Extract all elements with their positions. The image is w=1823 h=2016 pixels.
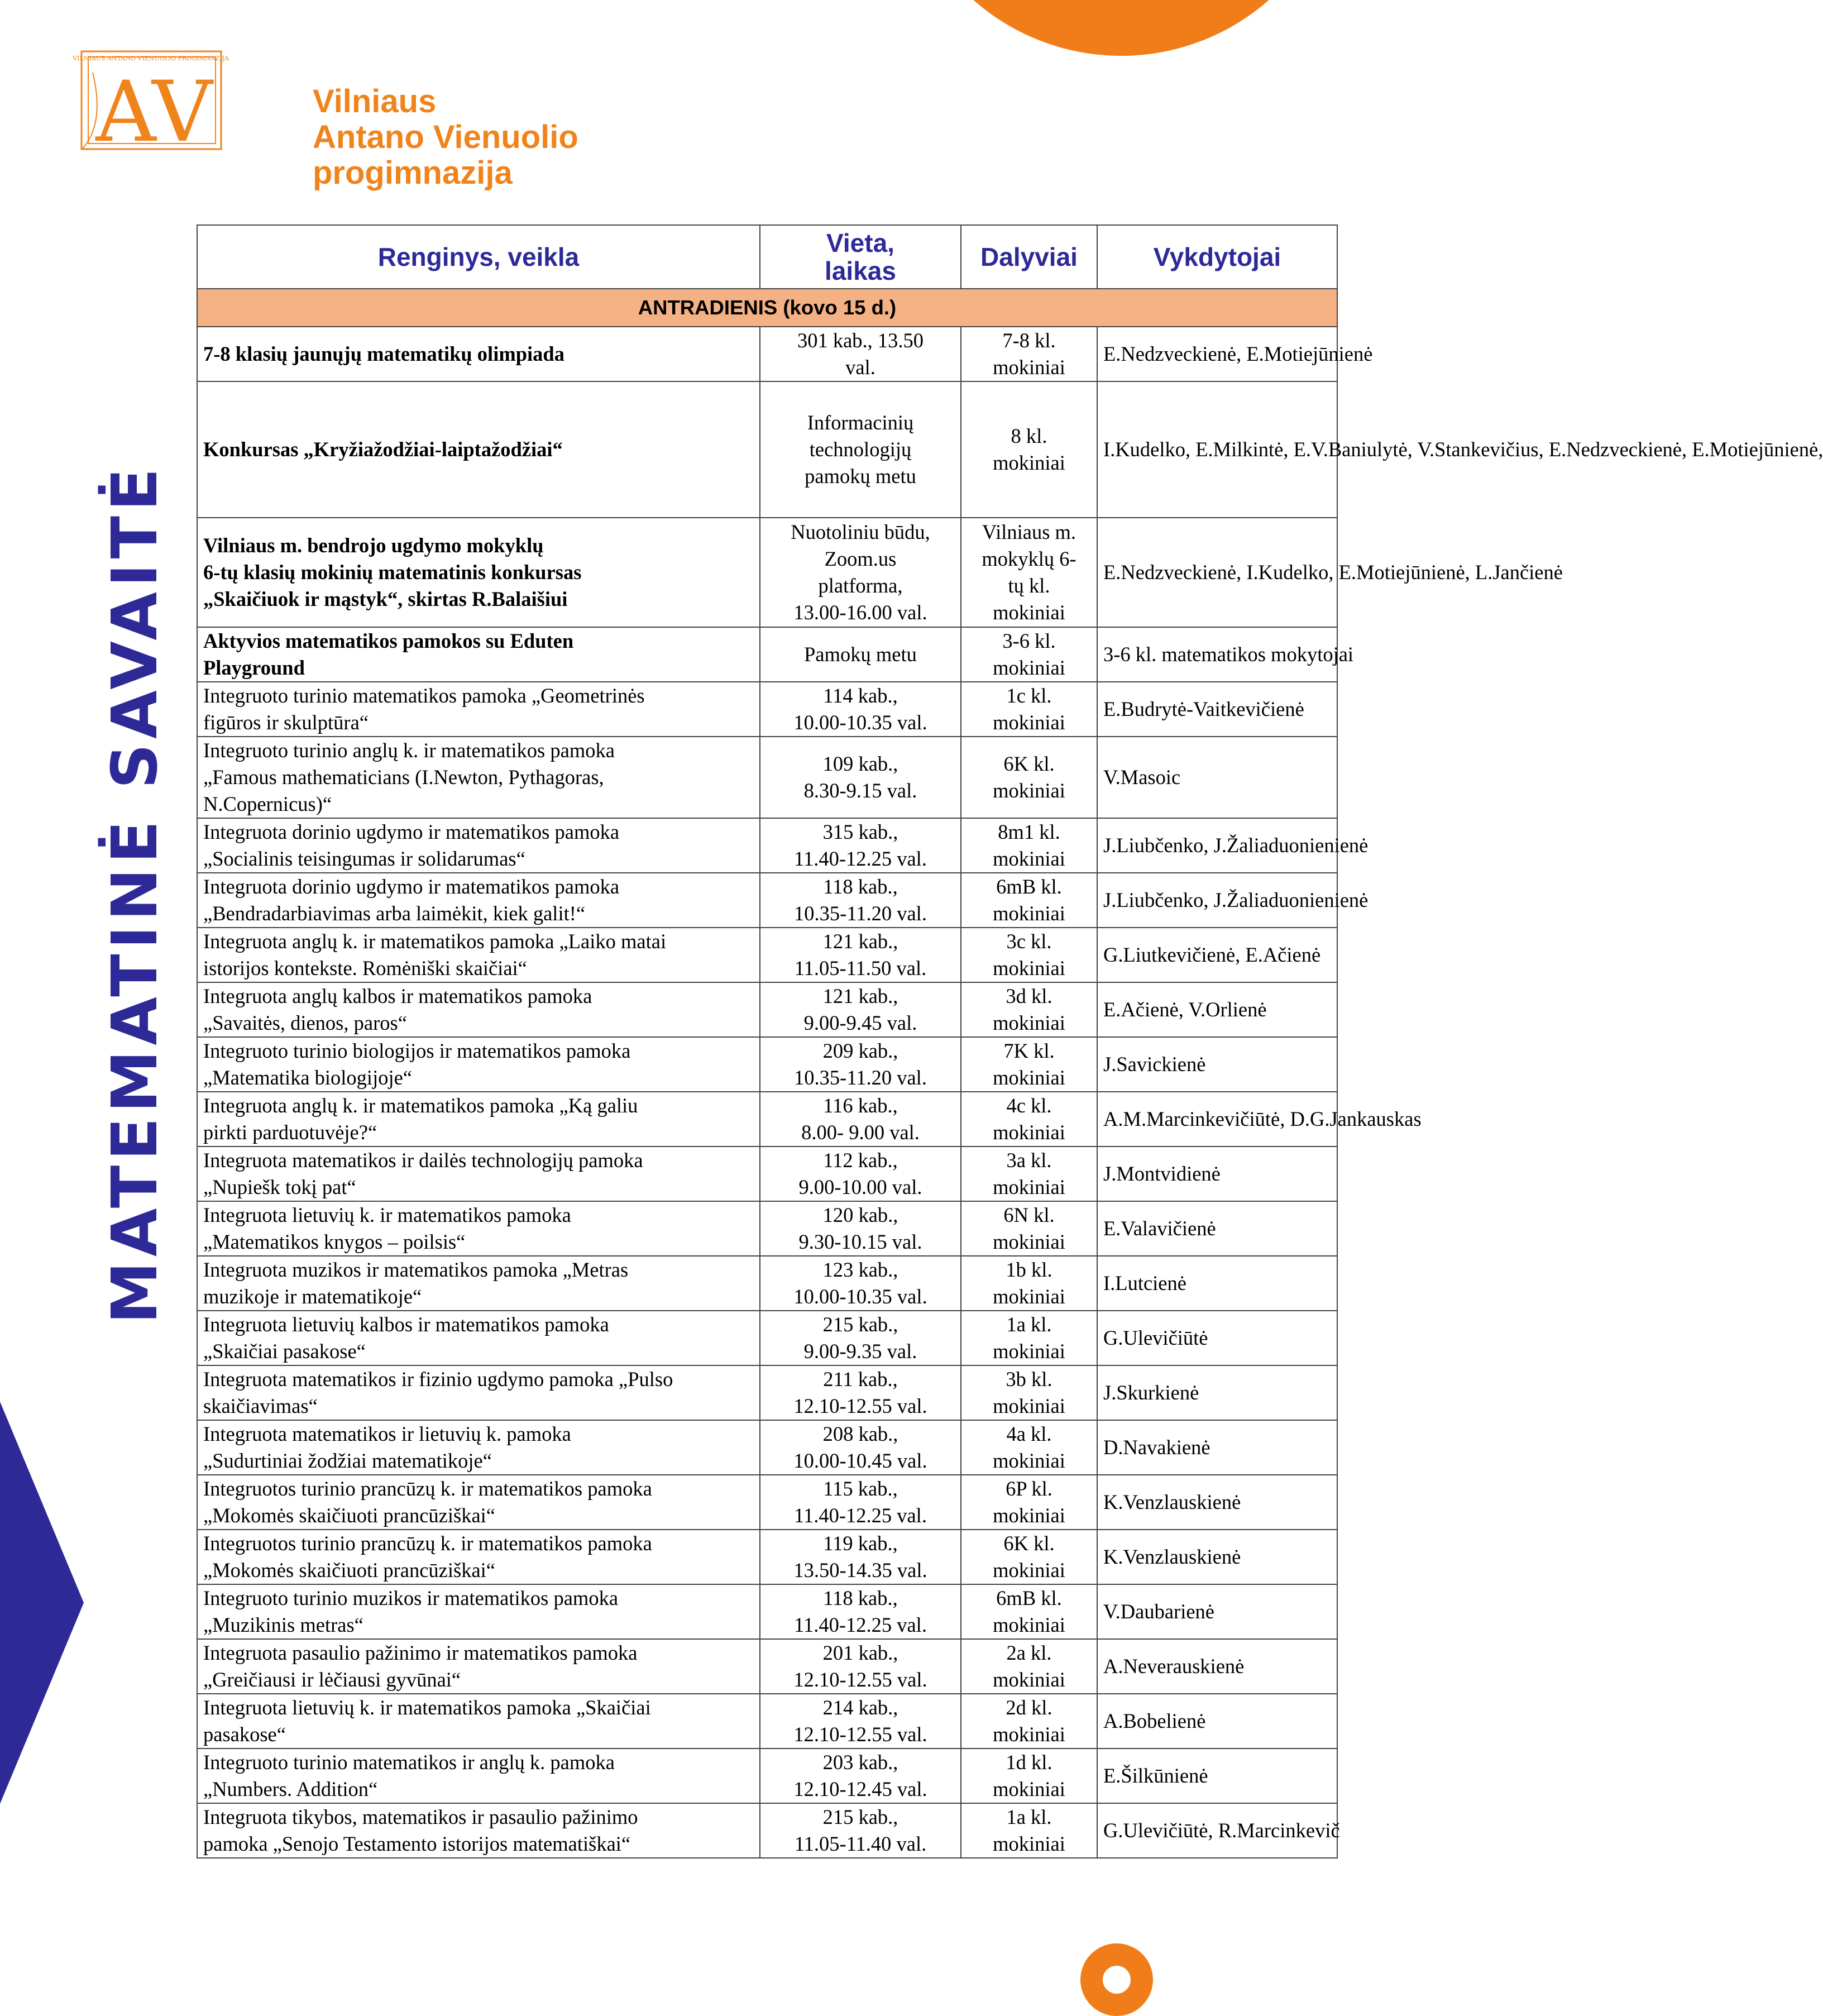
organizers-cell: V.Masoic	[1097, 737, 1337, 818]
place-cell: 315 kab., 11.40-12.25 val.	[760, 818, 961, 873]
event-cell: Integruota muzikos ir matematikos pamoka „Metras muzikoje ir matematikoje“	[197, 1256, 760, 1311]
place-cell: 118 kab., 10.35-11.20 val.	[760, 873, 961, 928]
event-cell: Integruoto turinio muzikos ir matematikos pamoka „Muzikinis metras“	[197, 1584, 760, 1639]
organizers-cell: E.Šilkūnienė	[1097, 1749, 1337, 1803]
participants-cell: 4c kl. mokiniai	[961, 1092, 1097, 1146]
participants-cell: 7-8 kl. mokiniai	[961, 327, 1097, 381]
day-label: ANTRADIENIS (kovo 15 d.)	[197, 289, 1337, 327]
participants-cell: 7K kl. mokiniai	[961, 1037, 1097, 1092]
event-cell: Integruota dorinio ugdymo ir matematikos pamoka „Bendradarbiavimas arba laimėkit, kiek galit!“	[197, 873, 760, 928]
table-row	[197, 737, 1337, 818]
organizers-cell: E.Budrytė-Vaitkevičienė	[1097, 682, 1337, 737]
event-cell: Integruota matematikos ir lietuvių k. pamoka „Sudurtiniai žodžiai matematikoje“	[197, 1420, 760, 1475]
participants-cell: 2a kl. mokiniai	[961, 1639, 1097, 1694]
table-header-row	[197, 225, 1337, 289]
organizers-cell: I.Kudelko, E.Milkintė, E.V.Baniulytė, V.Stankevičius, E.Nedzveckienė, E.Motiejūnienė,	[1097, 381, 1337, 518]
place-cell: 120 kab., 9.30-10.15 val.	[760, 1201, 961, 1256]
place-cell: 119 kab., 13.50-14.35 val.	[760, 1530, 961, 1584]
table-row	[197, 1037, 1337, 1092]
place-cell: 215 kab., 9.00-9.35 val.	[760, 1311, 961, 1365]
school-logo	[71, 39, 578, 191]
participants-cell: 3c kl. mokiniai	[961, 928, 1097, 982]
organizers-cell: J.Liubčenko, J.Žaliaduonienienė	[1097, 818, 1337, 873]
logo-line-3: progimnazija	[313, 155, 513, 191]
decorative-orange-ring-bottom	[1080, 1943, 1153, 2016]
place-cell: Informacinių technologijų pamokų metu	[760, 381, 961, 518]
organizers-cell: A.Neverauskienė	[1097, 1639, 1337, 1694]
place-cell: 118 kab., 11.40-12.25 val.	[760, 1584, 961, 1639]
organizers-cell: G.Ulevičiūtė, R.Marcinkevič	[1097, 1803, 1337, 1858]
place-cell: Pamokų metu	[760, 627, 961, 682]
table-row	[197, 518, 1337, 627]
table-row	[197, 627, 1337, 682]
table-row	[197, 1256, 1337, 1311]
place-cell: Nuotoliniu būdu, Zoom.us platforma, 13.00-16.00 val.	[760, 518, 961, 627]
organizers-cell: V.Daubarienė	[1097, 1584, 1337, 1639]
participants-cell: 6N kl. mokiniai	[961, 1201, 1097, 1256]
table-row	[197, 327, 1337, 381]
event-cell: Integruoto turinio matematikos pamoka „Geometrinės figūros ir skulptūra“	[197, 682, 760, 737]
organizers-cell: K.Venzlauskienė	[1097, 1530, 1337, 1584]
event-cell: Vilniaus m. bendrojo ugdymo mokyklų 6-tų klasių mokinių matematinis konkursas „Skaičiuok ir mąstyk“, skirtas R.Balaišiui	[197, 518, 760, 627]
place-cell: 203 kab., 12.10-12.45 val.	[760, 1749, 961, 1803]
table-row	[197, 928, 1337, 982]
table-row	[197, 1694, 1337, 1749]
participants-cell: 6mB kl. mokiniai	[961, 873, 1097, 928]
logo-line-2: Antano Vienuolio	[313, 119, 578, 155]
place-cell: 215 kab., 11.05-11.40 val.	[760, 1803, 961, 1858]
participants-cell: 1a kl. mokiniai	[961, 1311, 1097, 1365]
event-cell: Integruotos turinio prancūzų k. ir matematikos pamoka „Mokomės skaičiuoti prancūziškai“	[197, 1475, 760, 1530]
table-row	[197, 1365, 1337, 1420]
event-cell: Integruotos turinio prancūzų k. ir matematikos pamoka „Mokomės skaičiuoti prancūziškai“	[197, 1530, 760, 1584]
organizers-cell: J.Montvidienė	[1097, 1146, 1337, 1201]
table-row	[197, 682, 1337, 737]
event-cell: Konkursas „Kryžiažodžiai-laiptažodžiai“	[197, 381, 760, 518]
event-cell: Integruota lietuvių k. ir matematikos pamoka „Matematikos knygos – poilsis“	[197, 1201, 760, 1256]
table-row	[197, 1311, 1337, 1365]
table-row	[197, 818, 1337, 873]
organizers-cell: K.Venzlauskienė	[1097, 1475, 1337, 1530]
participants-cell: 4a kl. mokiniai	[961, 1420, 1097, 1475]
organizers-cell: D.Navakienė	[1097, 1420, 1337, 1475]
table-row	[197, 1639, 1337, 1694]
participants-cell: 1d kl. mokiniai	[961, 1749, 1097, 1803]
participants-cell: 1a kl. mokiniai	[961, 1803, 1097, 1858]
event-cell: Integruoto turinio anglų k. ir matematikos pamoka „Famous mathematicians (I.Newton, Pythagoras, N.Copernicus)“	[197, 737, 760, 818]
participants-cell: 6P kl. mokiniai	[961, 1475, 1097, 1530]
participants-cell: 6K kl. mokiniai	[961, 737, 1097, 818]
place-cell: 209 kab., 10.35-11.20 val.	[760, 1037, 961, 1092]
organizers-cell: E.Nedzveckienė, I.Kudelko, E.Motiejūnienė, L.Jančienė	[1097, 518, 1337, 627]
place-cell: 114 kab., 10.00-10.35 val.	[760, 682, 961, 737]
participants-cell: 2d kl. mokiniai	[961, 1694, 1097, 1749]
participants-cell: 3-6 kl. mokiniai	[961, 627, 1097, 682]
organizers-cell: E.Valavičienė	[1097, 1201, 1337, 1256]
event-cell: Integruota dorinio ugdymo ir matematikos pamoka „Socialinis teisingumas ir solidarumas“	[197, 818, 760, 873]
header-place: Vieta, laikas	[760, 225, 961, 289]
place-cell: 208 kab., 10.00-10.45 val.	[760, 1420, 961, 1475]
day-row	[197, 289, 1337, 327]
table-row	[197, 381, 1337, 518]
place-cell: 121 kab., 11.05-11.50 val.	[760, 928, 961, 982]
table-row	[197, 1092, 1337, 1146]
logo-line-1: Vilniaus	[313, 83, 437, 120]
logo-wordmark	[313, 84, 578, 191]
logo-emblem	[71, 39, 306, 168]
table-row	[197, 1584, 1337, 1639]
organizers-cell: A.M.Marcinkevičiūtė, D.G.Jankauskas	[1097, 1092, 1337, 1146]
event-cell: Integruota anglų k. ir matematikos pamoka „Ką galiu pirkti parduotuvėje?“	[197, 1092, 760, 1146]
event-cell: Integruoto turinio biologijos ir matematikos pamoka „Matematika biologijoje“	[197, 1037, 760, 1092]
participants-cell: 1b kl. mokiniai	[961, 1256, 1097, 1311]
organizers-cell: E.Ačienė, V.Orlienė	[1097, 982, 1337, 1037]
table-row	[197, 1530, 1337, 1584]
event-cell: Integruota pasaulio pažinimo ir matematikos pamoka „Greičiausi ir lėčiausi gyvūnai“	[197, 1639, 760, 1694]
table-row	[197, 873, 1337, 928]
table-row	[197, 1803, 1337, 1858]
place-cell: 116 kab., 8.00- 9.00 val.	[760, 1092, 961, 1146]
place-cell: 211 kab., 12.10-12.55 val.	[760, 1365, 961, 1420]
place-cell: 112 kab., 9.00-10.00 val.	[760, 1146, 961, 1201]
schedule-table	[197, 224, 1823, 1859]
event-cell: Integruota anglų k. ir matematikos pamoka „Laiko matai istorijos kontekste. Romėniški skaičiai“	[197, 928, 760, 982]
place-cell: 121 kab., 9.00-9.45 val.	[760, 982, 961, 1037]
event-cell: Integruoto turinio matematikos ir anglų k. pamoka „Numbers. Addition“	[197, 1749, 760, 1803]
table-row	[197, 1749, 1337, 1803]
logo-small-text: VILNIAUS ANTANO VIENUOLIO PROGIMNAZIJA	[73, 55, 229, 62]
organizers-cell: E.Nedzveckienė, E.Motiejūnienė	[1097, 327, 1337, 381]
place-cell: 214 kab., 12.10-12.55 val.	[760, 1694, 961, 1749]
decorative-orange-ring	[898, 0, 1344, 56]
event-cell: Aktyvios matematikos pamokos su Eduten Playground	[197, 627, 760, 682]
participants-cell: Vilniaus m. mokyklų 6- tų kl. mokiniai	[961, 518, 1097, 627]
header-organizers: Vykdytojai	[1097, 225, 1337, 289]
header-event: Renginys, veikla	[197, 225, 760, 289]
place-cell: 201 kab., 12.10-12.55 val.	[760, 1639, 961, 1694]
organizers-cell: 3-6 kl. matematikos mokytojai	[1097, 627, 1337, 682]
table-row	[197, 1475, 1337, 1530]
organizers-cell: J.Savickienė	[1097, 1037, 1337, 1092]
event-cell: Integruota anglų kalbos ir matematikos pamoka „Savaitės, dienos, paros“	[197, 982, 760, 1037]
participants-cell: 1c kl. mokiniai	[961, 682, 1097, 737]
participants-cell: 8m1 kl. mokiniai	[961, 818, 1097, 873]
event-cell: 7-8 klasių jaunųjų matematikų olimpiada	[197, 327, 760, 381]
participants-cell: 8 kl. mokiniai	[961, 381, 1097, 518]
organizers-cell: A.Bobelienė	[1097, 1694, 1337, 1749]
participants-cell: 3a kl. mokiniai	[961, 1146, 1097, 1201]
event-cell: Integruota matematikos ir fizinio ugdymo pamoka „Pulso skaičiavimas“	[197, 1365, 760, 1420]
participants-cell: 3b kl. mokiniai	[961, 1365, 1097, 1420]
decorative-chevron	[0, 1402, 101, 1804]
table-row	[197, 1420, 1337, 1475]
participants-cell: 6K kl. mokiniai	[961, 1530, 1097, 1584]
place-cell: 301 kab., 13.50 val.	[760, 327, 961, 381]
organizers-cell: I.Lutcienė	[1097, 1256, 1337, 1311]
header-participants: Dalyviai	[961, 225, 1097, 289]
table-row	[197, 1201, 1337, 1256]
organizers-cell: G.Ulevičiūtė	[1097, 1311, 1337, 1365]
participants-cell: 6mB kl. mokiniai	[961, 1584, 1097, 1639]
event-cell: Integruota lietuvių kalbos ir matematikos pamoka „Skaičiai pasakose“	[197, 1311, 760, 1365]
event-cell: Integruota matematikos ir dailės technologijų pamoka „Nupiešk tokį pat“	[197, 1146, 760, 1201]
participants-cell: 3d kl. mokiniai	[961, 982, 1097, 1037]
side-title: MATEMATINĖ SAVAITĖ	[99, 463, 171, 1324]
organizers-cell: G.Liutkevičienė, E.Ačienė	[1097, 928, 1337, 982]
place-cell: 109 kab., 8.30-9.15 val.	[760, 737, 961, 818]
organizers-cell: J.Skurkienė	[1097, 1365, 1337, 1420]
event-cell: Integruota lietuvių k. ir matematikos pamoka „Skaičiai pasakose“	[197, 1694, 760, 1749]
event-cell: Integruota tikybos, matematikos ir pasaulio pažinimo pamoka „Senojo Testamento istorijos matematiškai“	[197, 1803, 760, 1858]
table-row	[197, 1146, 1337, 1201]
logo-monogram: AV	[95, 64, 213, 161]
organizers-cell: J.Liubčenko, J.Žaliaduonienienė	[1097, 873, 1337, 928]
place-cell: 123 kab., 10.00-10.35 val.	[760, 1256, 961, 1311]
table-row	[197, 982, 1337, 1037]
place-cell: 115 kab., 11.40-12.25 val.	[760, 1475, 961, 1530]
